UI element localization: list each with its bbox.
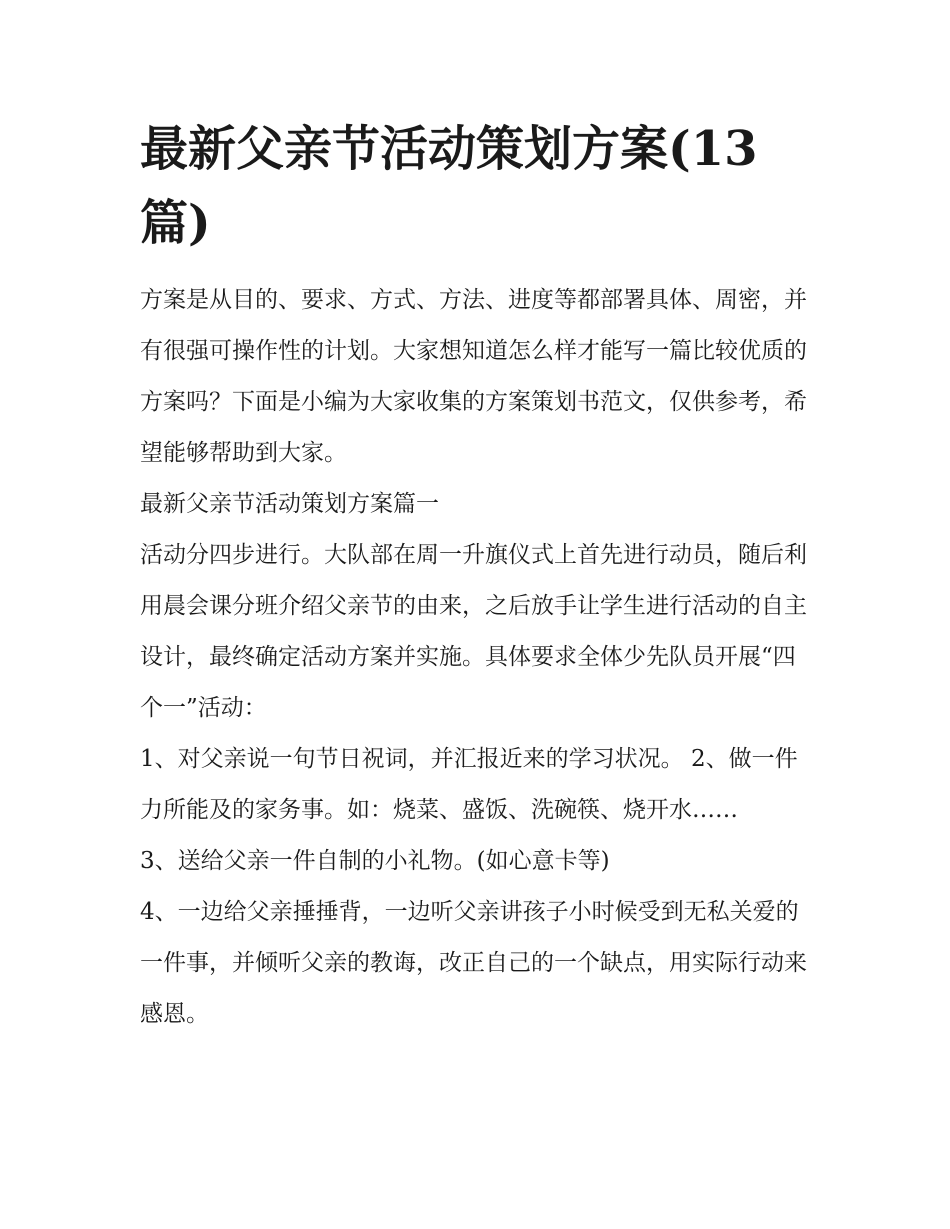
document-title: 最新父亲节活动策划方案(13篇) [140, 121, 758, 251]
intro-paragraph: 方案是从目的、要求、方式、方法、进度等都部署具体、周密，并有很强可操作性的计划。大家想知道怎么样才能写一篇比较优质的方案吗？下面是小编为大家收集的方案策划书范文，仅供参考，希望能够帮助到大家。 [140, 287, 807, 466]
section-heading: 最新父亲节活动策划方案篇一 [140, 491, 439, 517]
list-item-4: 4、一边给父亲捶捶背，一边听父亲讲孩子小时候受到无私关爱的一件事，并倾听父亲的教诲，改正自己的一个缺点，用实际行动来感恩。 [140, 899, 807, 1027]
list-item-3: 3、送给父亲一件自制的小礼物。(如心意卡等) [140, 848, 610, 874]
activity-paragraph: 活动分四步进行。大队部在周一升旗仪式上首先进行动员，随后利用晨会课分班介绍父亲节的由来，之后放手让学生进行活动的自主设计，最终确定活动方案并实施。具体要求全体少先队员开展“四个一”活动： [140, 542, 807, 721]
list-item-1-2: 1、对父亲说一句节日祝词，并汇报近来的学习状况。 2、做一件力所能及的家务事。如：烧菜、盛饭、洗碗筷、烧开水…… [140, 746, 798, 823]
document-body [140, 112, 816, 1040]
